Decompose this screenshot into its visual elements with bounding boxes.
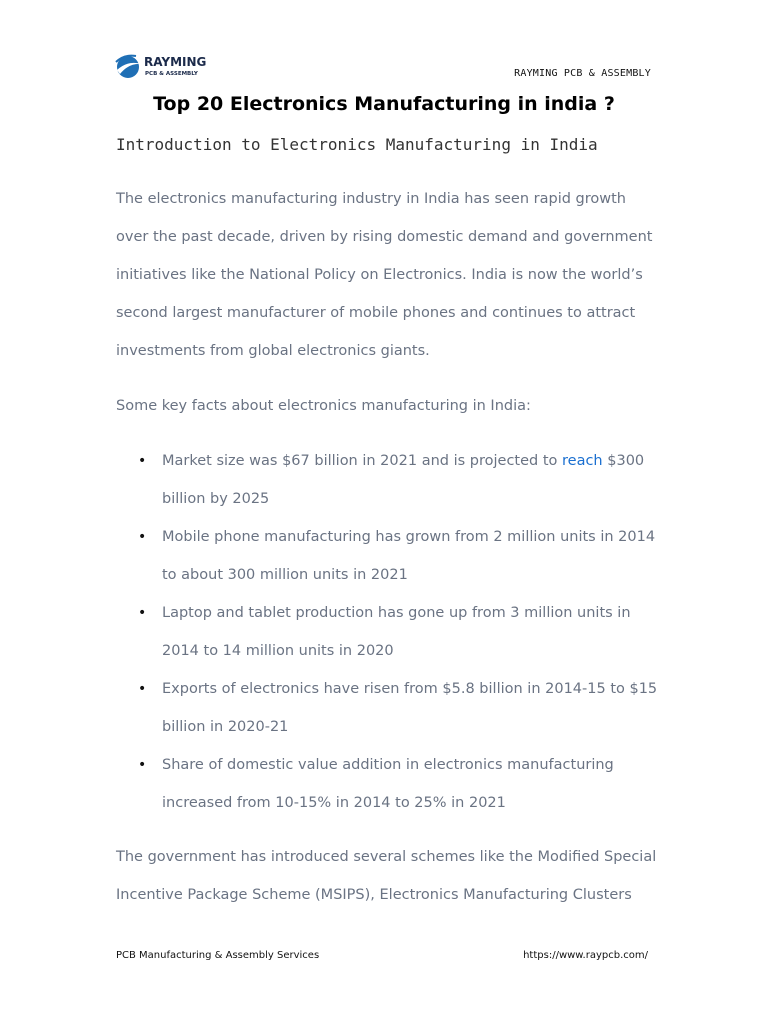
bullet-icon: • (138, 605, 147, 621)
fact-text: Exports of electronics have risen from $5.8 billion in 2014-15 to $15 billion in 2020-21 (162, 681, 658, 735)
bullet-icon: • (138, 757, 147, 773)
fact-text: Mobile phone manufacturing has grown from 2 million units in 2014 to about 300 million units in 2021 (162, 529, 656, 583)
fact-text: Laptop and tablet production has gone up from 3 million units in 2014 to 14 million units in 2020 (162, 605, 631, 659)
bullet-icon: • (138, 529, 147, 545)
document-title: Top 20 Electronics Manufacturing in india ? (153, 93, 615, 115)
footer-website-link[interactable]: https://www.raypcb.com/ (523, 950, 648, 961)
key-facts-list (116, 442, 661, 822)
list-item (116, 746, 661, 822)
key-facts-intro: Some key facts about electronics manufacturing in India: (116, 398, 531, 414)
fact-text-before: Market size was $67 billion in 2021 and is projected to (162, 453, 563, 469)
rayming-logo (114, 52, 214, 82)
government-schemes-paragraph: The government has introduced several schemes like the Modified Special Incentive Package Scheme (MSIPS), Electronics Manufacturing Clusters (116, 849, 657, 903)
header-company-name: RAYMING PCB & ASSEMBLY (514, 68, 651, 79)
bullet-icon: • (138, 453, 147, 469)
intro-paragraph: The electronics manufacturing industry in India has seen rapid growth over the past decade, driven by rising domestic demand and government initiatives like the National Policy on Electronics. India is now the world’s second largest manufacturer of mobile phones and continues to attract investments from global electronics giants. (116, 191, 653, 359)
list-item (116, 518, 661, 594)
logo-subtitle: PCB & ASSEMBLY (145, 71, 198, 77)
intro-heading: Introduction to Electronics Manufacturing in India (116, 135, 598, 154)
list-item (116, 442, 661, 518)
footer-services-text: PCB Manufacturing & Assembly Services (116, 950, 320, 961)
list-item (116, 670, 661, 746)
fact-text-after: $300 billion by 2025 (162, 453, 645, 507)
fact-text: Share of domestic value addition in electronics manufacturing increased from 10-15% in 2014 to 25% in 2021 (162, 757, 614, 811)
logo-name: RAYMING (144, 55, 207, 69)
bullet-icon: • (138, 681, 147, 697)
reach-link[interactable]: reach (562, 453, 603, 469)
list-item (116, 594, 661, 670)
